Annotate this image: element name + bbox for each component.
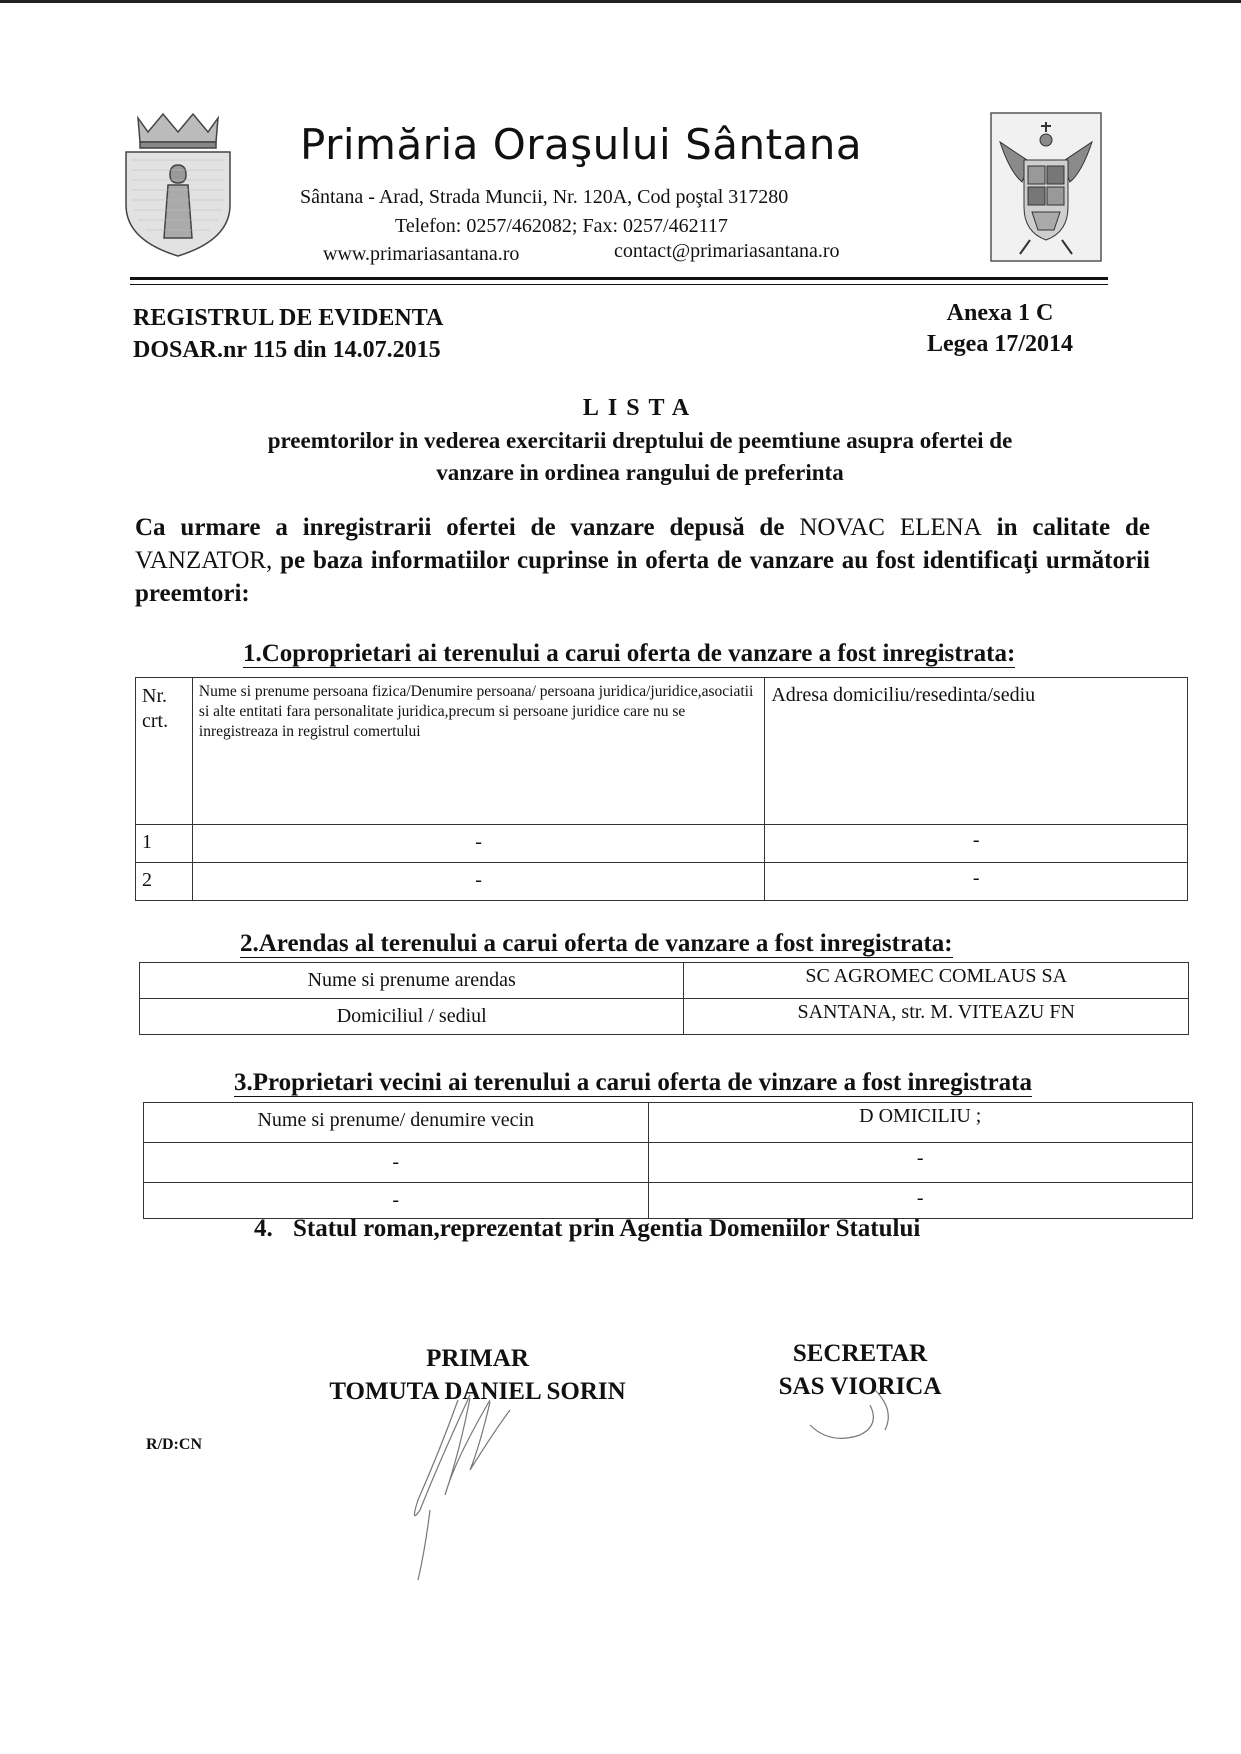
institution-phone-fax: Telefon: 0257/462082; Fax: 0257/462117 <box>395 215 728 237</box>
col-nr-header: Nr. crt. <box>136 678 193 825</box>
col-address-header: Adresa domiciliu/resedinta/sediu <box>765 678 1188 825</box>
row-2-nr: 2 <box>136 863 193 901</box>
list-subtitle-line2: vanzare in ordinea rangului de preferinta <box>436 460 844 485</box>
neighbor-2-address: - <box>648 1183 1192 1219</box>
row-2-name: - <box>192 863 764 901</box>
row-2-address: - <box>765 863 1188 901</box>
intro-text-2: in calitate de <box>981 514 1150 541</box>
row-1-address: - <box>765 825 1188 863</box>
table-row <box>144 1183 1193 1219</box>
neighbor-2-name: - <box>144 1183 649 1219</box>
mayor-title: PRIMAR <box>426 1345 529 1372</box>
institution-email: contact@primariasantana.ro <box>614 240 840 262</box>
mayor-name: TOMUTA DANIEL SORIN <box>329 1378 626 1405</box>
law-label: Legea 17/2014 <box>927 331 1073 357</box>
row-1-name: - <box>192 825 764 863</box>
annex-label: Anexa 1 C <box>946 300 1054 326</box>
neighbor-1-name: - <box>144 1143 649 1183</box>
neighbor-name-header: Nume si prenume/ denumire vecin <box>144 1103 649 1143</box>
row-1-nr: 1 <box>136 825 193 863</box>
tenant-address-value: SANTANA, str. M. VITEAZU FN <box>684 999 1189 1035</box>
register-title: REGISTRUL DE EVIDENTA <box>133 305 444 331</box>
section-4-number: 4. <box>254 1215 273 1242</box>
section-3-title-text: 3.Proprietari vecini ai terenului a carui oferta de vinzare a fost inregistrata <box>234 1069 1032 1096</box>
seller-name: NOVAC ELENA <box>799 514 982 541</box>
section-1-title <box>243 640 1015 668</box>
institution-website: www.primariasantana.ro <box>323 243 520 265</box>
list-heading: LISTA <box>582 395 699 421</box>
register-file-number: DOSAR.nr 115 din 14.07.2015 <box>133 337 441 363</box>
list-subtitle-line1: preemtorilor in vederea exercitarii dreptului de peemtiune asupra ofertei de <box>267 428 1013 453</box>
neighbor-1-address: - <box>648 1143 1192 1183</box>
institution-name: Primăria Oraşului Sântana <box>300 120 863 169</box>
neighbor-address-header: D OMICILIU ; <box>648 1103 1192 1143</box>
section-2-title-text: 2.Arendas al terenului a carui oferta de vanzare a fost inregistrata: <box>240 930 953 957</box>
tenant-name-value: SC AGROMEC COMLAUS SA <box>684 963 1189 999</box>
coowners-table <box>135 677 1188 901</box>
secretary-name: SAS VIORICA <box>778 1373 942 1400</box>
section-1-title-text: 1.Coproprietari ai terenului a carui oferta de vanzare a fost inregistrata: <box>243 640 1016 667</box>
intro-text-3: pe baza informatiilor cuprinse in oferta de vanzare au fost identificaţi următorii preemtori: <box>135 547 1150 607</box>
mayor-handwritten-signature <box>400 1390 560 1590</box>
header-divider-thick <box>130 277 1108 280</box>
header-divider-thin <box>130 284 1108 285</box>
tenant-table <box>139 962 1189 1035</box>
seller-role: VANZATOR, <box>135 547 273 574</box>
table-row <box>144 1143 1193 1183</box>
section-2-title <box>240 930 953 958</box>
col-name-header: Nume si prenume persoana fizica/Denumire persoana/ persoana juridica/juridice,asociatii si alte entitati fara personalitate juridica,precum si persoane juridice care nu se inregistreaza in registrul comertului <box>192 678 764 825</box>
neighbors-table <box>143 1102 1193 1219</box>
institution-address: Sântana - Arad, Strada Muncii, Nr. 120A, Cod poştal 317280 <box>300 186 789 208</box>
section-4-text: Statul roman,reprezentat prin Agentia Domeniilor Statului <box>293 1215 921 1242</box>
intro-text-1: Ca urmare a inregistrarii ofertei de vanzare depusă de <box>135 514 800 541</box>
tenant-address-label: Domiciliul / sediul <box>140 999 684 1035</box>
secretary-title: SECRETAR <box>792 1340 928 1367</box>
romania-coat-of-arms-icon <box>990 112 1102 267</box>
town-coat-of-arms-icon <box>118 110 238 265</box>
table-row <box>136 825 1188 863</box>
intro-paragraph <box>135 511 1150 610</box>
table-row <box>136 863 1188 901</box>
tenant-name-label: Nume si prenume arendas <box>140 963 684 999</box>
secretary-handwritten-signature <box>800 1380 920 1450</box>
scan-top-edge <box>0 0 1241 3</box>
reference-code: R/D:CN <box>146 1436 202 1453</box>
section-3-title <box>234 1069 1032 1097</box>
section-4-title <box>254 1215 920 1243</box>
